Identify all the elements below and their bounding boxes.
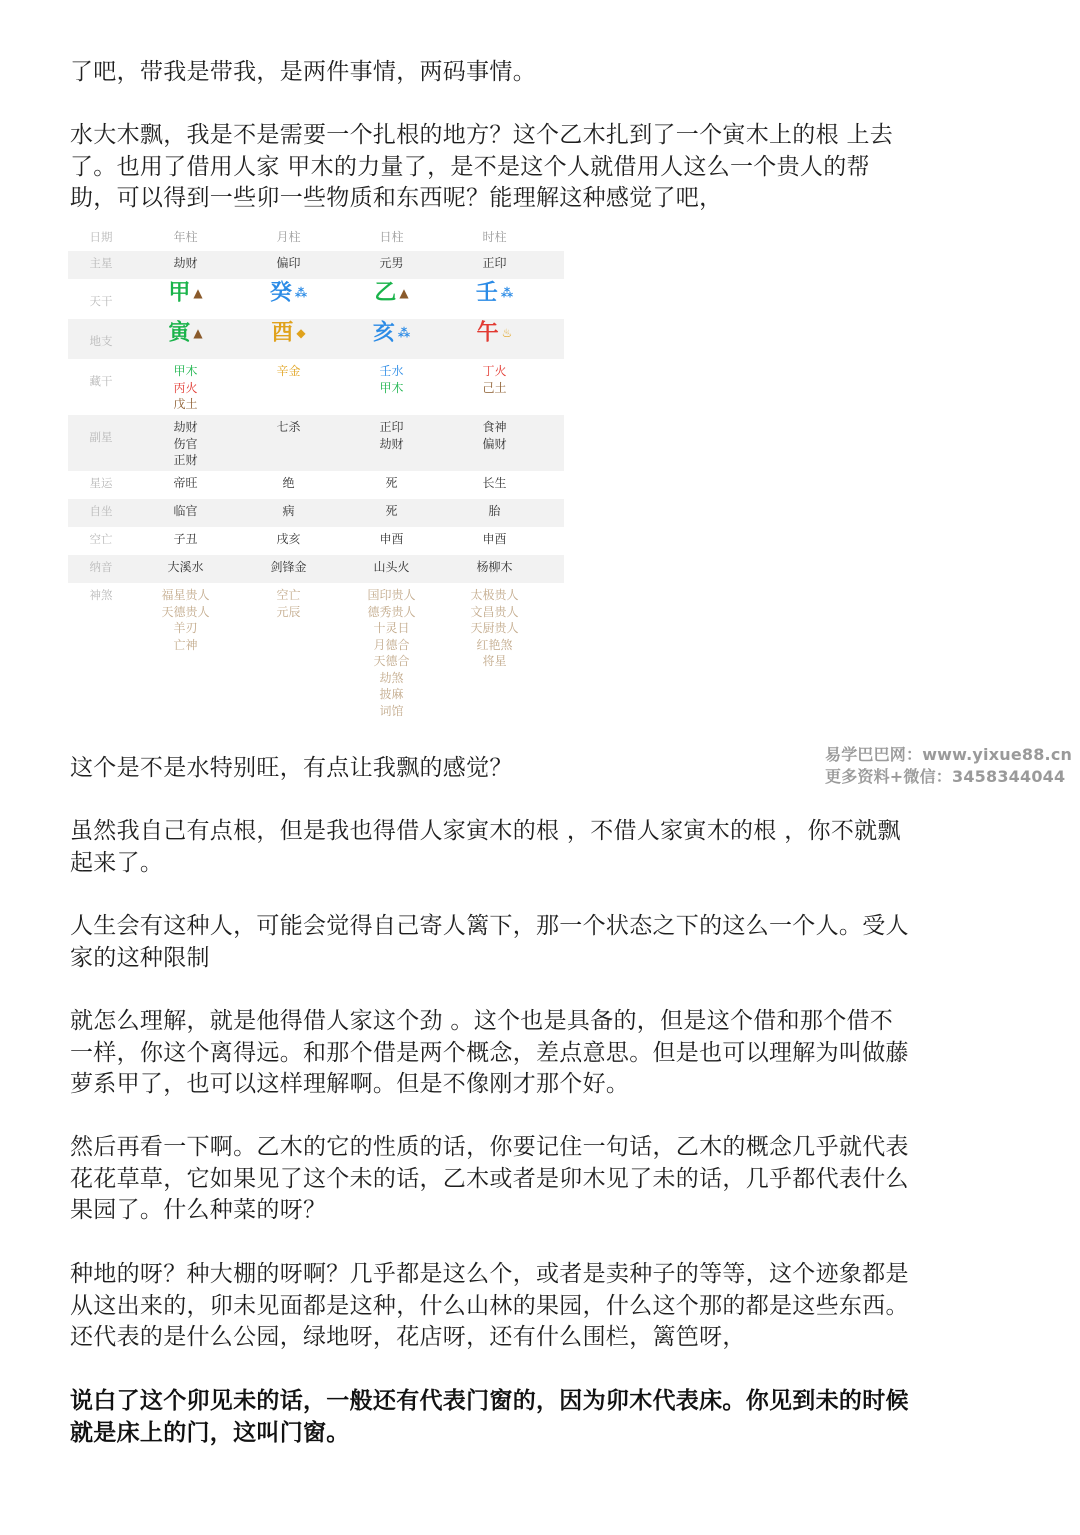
nayin-year: 大溪水 [167,560,204,574]
hidden-month: 辛金 [276,364,301,378]
self-seat-year: 临官 [173,504,198,518]
row-label-void: 空亡 [89,532,113,546]
void-hour: 申酉 [482,532,507,546]
self-seat-day: 死 [385,504,398,518]
sub-star-day: 正印 劫财 [379,420,404,451]
branch-year: 寅 ▲ [168,320,203,346]
paragraph-2: 水大木飘，我是不是需要一个扎根的地方？这个乙木扎到了一个寅木上的根 上去了。也用了借用人家 甲木的力量了，是不是这个人就借用人这么一个贵人的帮助，可以得到一些卯一些物质和东西呢？能理解这种感觉了吧， [70,122,894,211]
chart-row-void [68,527,564,555]
star-luck-day: 死 [385,476,398,490]
row-label-self-seat: 自坐 [89,504,113,518]
void-month: 戌亥 [276,532,301,546]
bazi-chart [68,225,564,723]
chart-row-branch [68,319,564,359]
shensha-day: 国印贵人 德秀贵人 十灵日 月德合 天德合 劫煞 披麻 词馆 [367,588,416,718]
hidden-year: 甲木 丙火 戊土 [173,364,198,411]
row-label-hidden: 藏干 [89,374,113,388]
watermark-contact: 更多资料+微信：3458344044 [825,767,1066,786]
col-header-day: 日柱 [379,230,404,244]
star-luck-month: 绝 [282,476,295,490]
main-star-day: 元男 [379,256,404,270]
row-label-stem: 天干 [89,294,113,308]
col-header-month: 月柱 [276,230,301,244]
main-star-year: 劫财 [173,256,198,270]
row-label-branch: 地支 [89,334,113,348]
main-star-hour: 正印 [482,256,507,270]
col-header-hour: 时柱 [482,230,507,244]
paragraph-3: 这个是不是水特别旺，有点让我飘的感觉？ [70,755,513,781]
nayin-hour: 杨柳木 [476,560,513,574]
stem-year: 甲 ▲ [168,280,203,306]
hidden-hour: 丁火 己土 [482,364,507,395]
stem-month: 癸 ⁂ [269,280,308,306]
row-label-date: 日期 [89,230,113,244]
shensha-hour: 太极贵人 文昌贵人 天厨贵人 红艳煞 将星 [470,588,519,668]
row-label-star-luck: 星运 [89,476,113,490]
sub-star-year: 劫财 伤官 正财 [173,420,198,467]
fire-icon: ♨ [501,326,513,340]
tree-icon: ▲ [193,286,203,300]
main-star-month: 偏印 [276,256,301,270]
watermark-site: 易学巴巴网：www.yixue88.cn [825,745,1073,764]
sub-star-month: 七杀 [276,420,301,434]
paragraph-5: 人生会有这种人，可能会觉得自己寄人篱下，那一个状态之下的这么一个人。受人家的这种限制 [70,913,909,971]
chart-row-hidden [68,359,564,415]
paragraph-9: 说白了这个卯见未的话，一般还有代表门窗的，因为卯木代表床。你见到未的时候就是床上的门，这叫门窗。 [70,1388,909,1446]
paragraph-1: 了吧，带我是带我，是两件事情，两码事情。 [70,59,536,85]
chart-row-stem [68,279,564,319]
branch-day: 亥 ⁂ [372,320,411,346]
metal-ingot-icon: ◆ [296,326,306,340]
void-year: 子丑 [173,532,198,546]
tree-icon: ▲ [193,326,203,340]
stem-hour: 壬 ⁂ [475,280,514,306]
paragraph-6: 就怎么理解，就是他得借人家这个劲 。这个也是具备的，但是这个借和那个借不一样，你这个离得远。和那个借是两个概念，差点意思。但是也可以理解为叫做藤萝系甲了，也可以这样理解啊。但是不像刚才那个好。 [70,1008,909,1097]
col-header-year: 年柱 [173,230,198,244]
nayin-day: 山头火 [373,560,410,574]
tree-icon: ▲ [399,286,409,300]
water-drops-icon: ⁂ [397,326,411,340]
paragraph-4: 虽然我自己有点根，但是我也得借人家寅木的根 ，不借人家寅木的根 ，你不就飘起来了。 [70,818,901,876]
shensha-month: 空亡 元辰 [276,588,301,619]
chart-row-nayin [68,555,564,583]
chart-row-main-star [68,251,564,279]
row-label-shensha: 神煞 [89,588,113,602]
row-label-nayin: 纳音 [89,560,113,574]
row-label-main-star: 主星 [89,256,113,270]
star-luck-year: 帝旺 [173,476,198,490]
paragraph-8: 种地的呀？种大棚的呀啊？几乎都是这么个，或者是卖种子的等等，这个迹象都是从这出来的，卯未见面都是这种，什么山林的果园，什么这个那的都是这些东西。还代表的是什么公园，绿地呀，花店呀，还有什么围栏，篱笆呀， [70,1261,909,1350]
star-luck-hour: 长生 [482,476,507,490]
chart-row-self-seat [68,499,564,527]
chart-row-shensha [68,583,564,723]
void-day: 申酉 [379,532,404,546]
self-seat-month: 病 [282,504,295,518]
shensha-year: 福星贵人 天德贵人 羊刃 亡神 [161,588,210,652]
chart-row-sub-star [68,415,564,471]
row-label-sub-star: 副星 [89,430,113,444]
chart-header-row [68,225,564,251]
self-seat-hour: 胎 [488,504,501,518]
sub-star-hour: 食神 偏财 [482,420,507,451]
water-drops-icon: ⁂ [500,286,514,300]
branch-hour: 午 ♨ [476,320,513,346]
hidden-day: 壬水 甲木 [379,364,404,395]
stem-day: 乙 ▲ [374,280,409,306]
branch-month: 酉 ◆ [271,320,306,346]
nayin-month: 剑锋金 [270,560,307,574]
water-drops-icon: ⁂ [294,286,308,300]
chart-row-star-luck [68,471,564,499]
paragraph-7: 然后再看一下啊。乙木的它的性质的话，你要记住一句话，乙木的概念几乎就代表花花草草，它如果见了这个未的话，乙木或者是卯木见了未的话，几乎都代表什么果园了。什么种菜的呀？ [70,1134,909,1223]
